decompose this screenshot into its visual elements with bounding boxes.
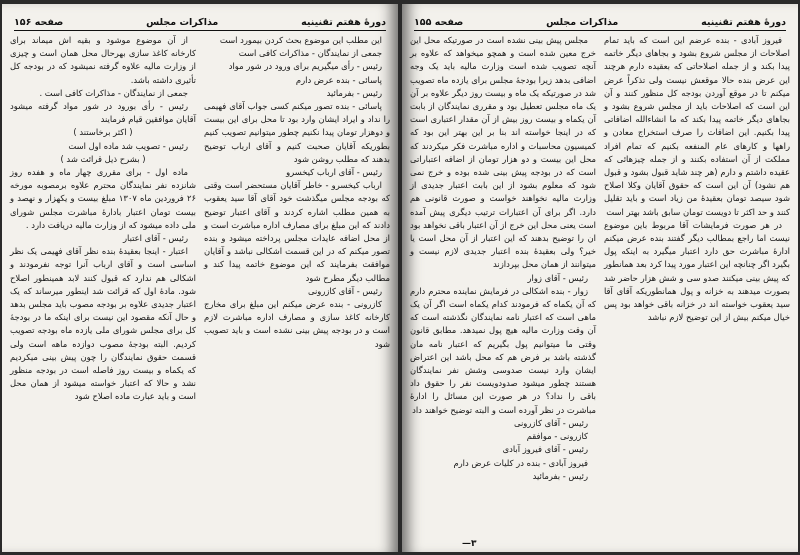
paragraph: پاسائی - بنده عرض دارم	[295, 74, 382, 85]
paragraph: ارباب کیخسرو - خاطر آقایان مستحضر است وقتی که بودجه مجلس میگذشت خود آقای آقا سید یعقوب به همین مطلب اشاره کردند و آقای اعتبار توضیح دادند که این مبلغ برای مصارف اداره مباشرت است و از محل اضافه عایدات مجلس پرداخته میشود و بنده تصور میکنم که در این قسمت اشکالی نباشد و آقایان موافقت بفرمایند که این موضوع خاتمه پیدا کند و مطالب دیگر مطرح شود	[204, 180, 390, 283]
paragraph: رئیس - رأی بورود در شور مواد گرفته میشود آقایان موافقین قیام فرمایند	[10, 101, 196, 125]
paragraph: رئیس - بفرمائید	[532, 470, 588, 481]
text-column	[410, 34, 596, 483]
right-page	[402, 4, 798, 552]
paragraph: ماده اول - برای مقرری چهار ماه و هفده روز شانزده نفر نمایندگان محترم علاوه برمصوبه مورخه ۲۶ فروردین ماه ۱۳۰۷ مبلغ بیست و یکهزار و نهصد و بیست تومان اعتبار بادارهٔ مباشرت مجلس شورای ملی داده میشود که از وزارت مالیه دریافت دارد .	[10, 167, 196, 230]
paragraph: پاسائی - بنده تصور میکنم کسی جواب آقای فهیمی را نداد و ایراد ایشان وارد بود تا محل برای این بیست و دوهزار تومان پیدا نکنیم چطور میتوانیم تصویب کنیم بطوریکه آقایان صحبت کنیم و آقای ارباب توضیح بدهند که مطلب روشن شود	[204, 101, 390, 164]
text-column	[10, 34, 196, 404]
paragraph: زوار - بنده اشکالی در فرمایش نماینده محترم دارم که آن یکماه که فرمودند کدام یکماه است اگر آن یک ماهی است که اعتبار نامه نمایندگان نگذشته است که آن وقت وزارت مالیه هیچ پول نمیدهد. مطابق قانون وقتی ما میتوانیم پول بگیریم که اعتبار نامه مان گذشته باشد بر فرض هم که محل باشد این اعتراض ایشان وارد نیست صدوسی وشش نفر نمایندگان هستند چطور میشود صدودویست نفر را حقوق داد باقی را نداد؟ در هر صورت این مسائل را ادارهٔ مباشرت در نظر آورده است و البته توضیح خواهند داد	[410, 285, 596, 415]
header-title: مذاکرات مجلس	[546, 17, 619, 28]
paragraph: مجلس پیش بینی نشده است در صورتیکه محل این خرج معین شده است و همچو میخواهد که علاوه بر آنچه تصویب شده است وزارت مالیه باید یک وجه اضافی بدهد زیرا بودجهٔ مجلس برای یازده ماه تصویب شد در صورتیکه یک ماه و بیست روز دیگر علاوه بر آن یک ماه مجلس تعطیل بود و مقرری نمایندگان از بابت آن یکماه و بیست روز بیش از آن مقدار اعتباری است که در اینجا خواسته اند بنا بر این بهتر این بود که کمیسیون محاسبات و اداره مباشرت فکر میکردند که محل این بیست و دو هزار تومان از اضافه اعتباراتی است که در بودجه پیش بینی شده بوده و خرج نمی شود که معلوم بشود از این بابت اعتبار جدیدی از وزارت مالیه نخواهند خواست و صورت قانونی هم دارد. اگر برای آن اعتبارات ترتیب دیگری پیش آمده است یعنی محل این خرج از آن اعتبار باقی نخواهد بود ان را توضیح بدهند که این اعتبار از آن محل است یا خیر؟ ولی بعقیدهٔ بنده اعتبار جدیدی لازم نیست و میتوانند از همان محل بپردازند	[410, 35, 596, 270]
text-column	[604, 34, 790, 483]
header-title: مذاکرات مجلس	[146, 17, 219, 28]
volume-label: دورهٔ هفتم تقنینیه	[301, 17, 386, 28]
left-page	[2, 4, 398, 552]
text-column	[204, 34, 390, 404]
paragraph: رئیس - رأی میگیریم برای ورود در شور مواد	[228, 61, 382, 72]
paragraph: رئیس - بفرمائید	[326, 87, 382, 98]
page-number: صفحه ۱۵۵	[414, 17, 464, 28]
text-columns	[410, 34, 790, 483]
paragraph: رئیس - آقای ارباب کیخسرو	[286, 167, 382, 178]
action-note: ( بشرح ذیل قرائت شد )	[60, 153, 146, 164]
paragraph: اعتبار - اینجا بعقیدهٔ بنده نظر آقای فهیمی یک نظر اساسی است و آقای ارباب آنرا توجه نفرمودند و اشکالی هم ندارد که قبول کنند لابد همینطور اصلاح شود. مادهٔ اول که قرائت شد اینطور میرساند که یک اعتبار جدیدی علاوه بر بودجه مصوب باید مجلس بدهد و حال آنکه مقصود این نیست برای اینکه ما در بودجهٔ کل برای مجلس شورای ملی یازده ماه بودجه تصویب کردیم. البته بودجهٔ مصوب دوازده ماهه است ولی قسمت حقوق نمایندگان را چون پیش بینی میکردیم که یکماه و بیست روز فاصله است در بودجه منظور نشد و حالا که اعتبار خواسته میشود از همان محل است و باید عبارت ماده اصلاح شود	[10, 246, 196, 402]
paragraph: رئیس - آقای اعتبار	[122, 233, 188, 244]
page-number: صفحه ۱۵۶	[14, 17, 64, 28]
paragraph: رئیس - آقای فیروز آبادی	[502, 444, 588, 455]
volume-label: دورهٔ هفتم تقنینیه	[701, 17, 786, 28]
text-columns	[10, 34, 390, 404]
paragraph: رئیس - آقای کازرونی	[513, 417, 588, 428]
paragraph: کازرونی - موافقم	[526, 431, 588, 442]
page-header	[14, 12, 386, 31]
page-header	[414, 12, 786, 31]
paragraph: جمعی از نمایندگان - مذاکرات کافی است .	[39, 87, 188, 98]
paragraph: از آن موضوع موشود و بقیه اش میماند برای کارخانه کاغذ سازی بهرحال محل همان است و چیزی از وزارت مالیه علاوه گرفته نمیشود که در بودجه کل تأثیری داشته باشد.	[10, 35, 196, 85]
paragraph: این مطلب این موضوع بحث کردن بیمورد است	[219, 35, 382, 45]
action-note: ( اکثر برخاستند )	[73, 127, 133, 138]
paragraph: رئیس - آقای زوار	[527, 272, 588, 283]
page-marker: —۳	[462, 539, 477, 549]
paragraph: جمعی از نمایندگان - مذاکرات کافی است	[238, 48, 382, 59]
paragraph: رئیس - آقای کازرونی	[307, 285, 382, 296]
paragraph: فیروز آبادی - بنده عرضم این است که باید تمام اصلاحات از مجلس شروع بشود و بجاهای دیگر خاتمه پیدا بکند و از جمله اصلاحاتی که بعقیده دارم هرچند این عرض بنده حالا موقعش نیست ولی تذکراً عرض میکنم تا در موقع آوردن بودجه کل منظور کنند و آن این است که اصلاحات باید از مجلس شروع بشود و بجاهای دیگر خاتمه پیدا بکند که ما انشاءالله اضافاتی پیدا بکنیم. این اضافات را صرف استخراج معادن و راهها و کارهای عام المنفعه بکنیم که تمام افراد مملکت از آن استفاده بکنند و از جمله چیزهائی که عقیده داشتم و دارم (هر چند شاید قبول بشود و قبول هم نشود) آن این است که حقوق آقایان وکلا اصلاح شود سیصد تومان بعقیدهٔ من زیاد است و باید تقلیل کنند و حد اکثر تا دویست تومان سابق باشد بهتر است	[604, 35, 790, 217]
paragraph: در هر صورت فرمایشات آقا مربوط باین موضوع نیست اما راجع بمطالب دیگر گفتند بنده عرض میکنم ادارهٔ مباشرت حق دارد اعتبار میگیرد به اینکه پول بگیرد اگر چنانچه این اعتبار مورد پیدا کرد بعد همانطور که پیش بینی میکنند صدو سی و شش هزار حاضر شد بصورت میدهند به خزانه و پول همانطوریکه آقای آقا سید یعقوب خواسته اند در خزانه باقی خواهد بود پس خیال میکنم بیش از این توضیح لازم نباشد	[604, 219, 790, 323]
paragraph: فیروز آبادی - بنده در کلیات عرض دارم	[453, 457, 588, 468]
paragraph: رئیس - تصویب شد ماده اول است	[68, 140, 188, 151]
paragraph: کازرونی - بنده عرض میکنم این مبلغ برای مخارج کارخانه کاغذ سازی و مصارف اداره مباشرت لازم است و در بودجه پیش بینی نشده است و باید تصویب شود	[204, 299, 390, 349]
